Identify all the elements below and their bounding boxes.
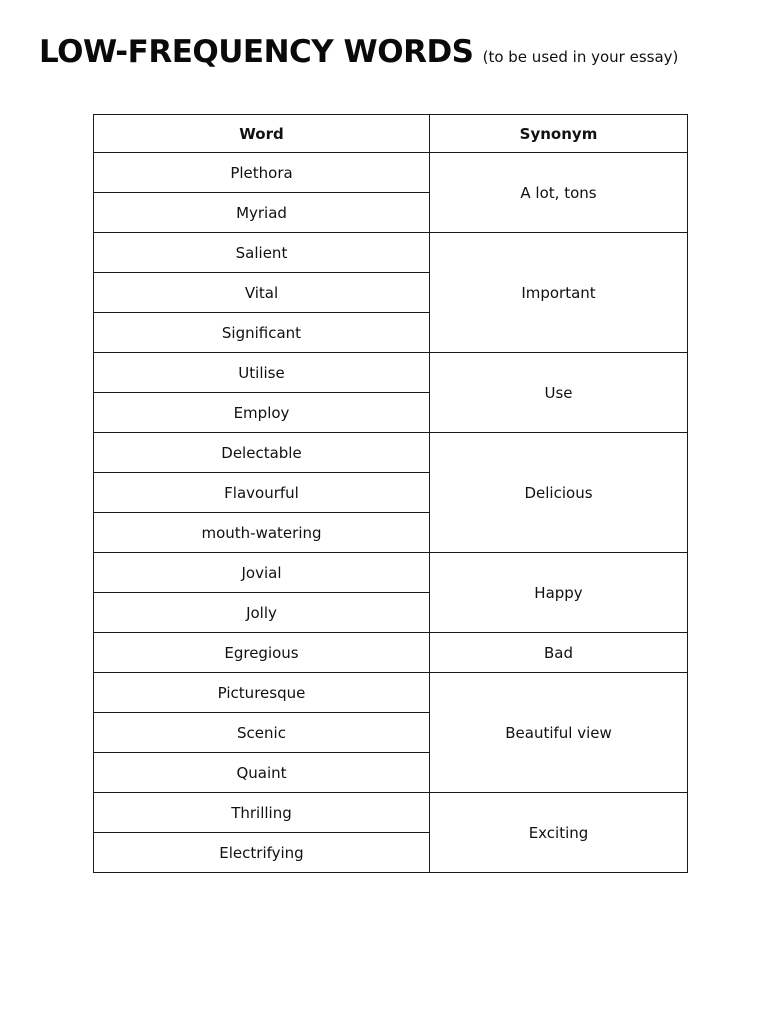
word-cell: Quaint	[94, 753, 430, 793]
word-cell: Thrilling	[94, 793, 430, 833]
word-cell: Egregious	[94, 633, 430, 673]
word-cell: mouth-watering	[94, 513, 430, 553]
word-cell: Delectable	[94, 433, 430, 473]
word-cell: Salient	[94, 233, 430, 273]
vocabulary-table	[93, 114, 688, 873]
word-cell: Jovial	[94, 553, 430, 593]
table-row	[94, 633, 688, 673]
word-cell: Plethora	[94, 153, 430, 193]
synonym-cell: Important	[430, 233, 688, 353]
word-cell: Vital	[94, 273, 430, 313]
synonym-cell: Bad	[430, 633, 688, 673]
table-header-row	[94, 115, 688, 153]
table-row	[94, 233, 688, 273]
word-cell: Jolly	[94, 593, 430, 633]
word-cell: Flavourful	[94, 473, 430, 513]
table-row	[94, 353, 688, 393]
word-column-header: Word	[94, 115, 430, 153]
synonym-cell: Delicious	[430, 433, 688, 553]
synonym-cell: A lot, tons	[430, 153, 688, 233]
synonym-cell: Exciting	[430, 793, 688, 873]
word-cell: Significant	[94, 313, 430, 353]
table-row	[94, 433, 688, 473]
title-heading: LOW-FREQUENCY WORDS	[39, 34, 474, 70]
word-cell: Electrifying	[94, 833, 430, 873]
table-row	[94, 553, 688, 593]
word-cell: Utilise	[94, 353, 430, 393]
synonym-cell: Beautiful view	[430, 673, 688, 793]
word-cell: Picturesque	[94, 673, 430, 713]
word-cell: Scenic	[94, 713, 430, 753]
table-row	[94, 153, 688, 193]
synonym-column-header: Synonym	[430, 115, 688, 153]
synonym-cell: Happy	[430, 553, 688, 633]
word-cell: Myriad	[94, 193, 430, 233]
synonym-cell: Use	[430, 353, 688, 433]
table-row	[94, 673, 688, 713]
page-title	[39, 34, 678, 70]
table-body	[94, 153, 688, 873]
title-note: (to be used in your essay)	[482, 48, 679, 66]
table-row	[94, 793, 688, 833]
word-cell: Employ	[94, 393, 430, 433]
